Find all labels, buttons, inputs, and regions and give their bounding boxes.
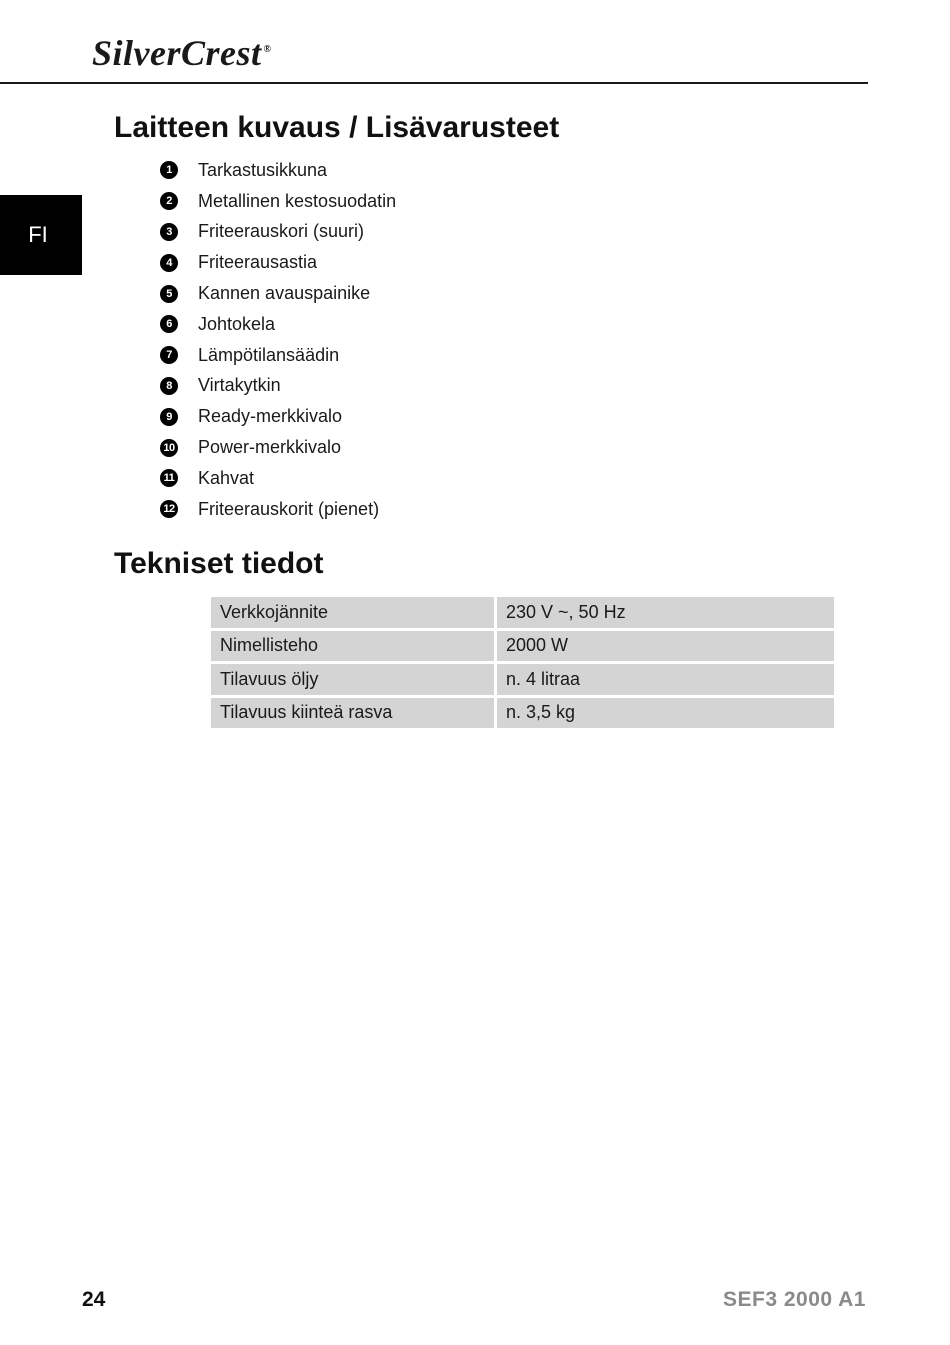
spec-label: Nimellisteho xyxy=(211,631,497,662)
item-label: Tarkastusikkuna xyxy=(198,159,328,180)
item-number-badge: 3 xyxy=(160,223,178,241)
table-row xyxy=(211,664,834,695)
item-number-badge: 10 xyxy=(160,439,178,457)
parts-section-title: Laitteen kuvaus / Lisävarusteet xyxy=(114,111,560,144)
tech-section-title: Tekniset tiedot xyxy=(114,547,324,580)
table-row xyxy=(211,631,834,662)
list-item xyxy=(160,494,396,525)
item-label: Ready-merkkivalo xyxy=(198,406,343,427)
list-item xyxy=(160,278,396,309)
item-number-badge: 1 xyxy=(160,161,178,179)
item-label: Kannen avauspainike xyxy=(198,283,371,304)
item-label: Virtakytkin xyxy=(198,375,281,396)
list-item xyxy=(160,401,396,432)
item-number-badge: 7 xyxy=(160,346,178,364)
item-number-badge: 9 xyxy=(160,408,178,426)
brand-logo xyxy=(92,32,272,74)
specs-table xyxy=(211,594,834,731)
list-item xyxy=(160,186,396,217)
table-row xyxy=(211,597,834,628)
item-label: Lämpötilansäädin xyxy=(198,344,340,365)
item-label: Power-merkkivalo xyxy=(198,437,342,458)
list-item xyxy=(160,371,396,402)
parts-list xyxy=(160,155,396,525)
item-number-badge: 8 xyxy=(160,377,178,395)
item-number-badge: 11 xyxy=(160,469,178,487)
spec-value: 2000 W xyxy=(497,631,834,662)
item-label: Friteerauskori (suuri) xyxy=(198,221,365,242)
language-tab: FI xyxy=(0,195,82,275)
spec-value: 230 V ~, 50 Hz xyxy=(497,597,834,628)
list-item xyxy=(160,340,396,371)
list-item xyxy=(160,247,396,278)
item-number-badge: 12 xyxy=(160,500,178,518)
spec-value: n. 4 litraa xyxy=(497,664,834,695)
item-label: Johtokela xyxy=(198,313,276,334)
list-item xyxy=(160,155,396,186)
item-label: Metallinen kestosuodatin xyxy=(198,190,397,211)
header-divider xyxy=(0,82,868,84)
list-item xyxy=(160,432,396,463)
list-item xyxy=(160,463,396,494)
item-label: Kahvat xyxy=(198,467,255,488)
item-number-badge: 5 xyxy=(160,285,178,303)
list-item xyxy=(160,309,396,340)
item-label: Friteerausastia xyxy=(198,252,318,273)
list-item xyxy=(160,217,396,248)
item-number-badge: 6 xyxy=(160,315,178,333)
spec-label: Tilavuus kiinteä rasva xyxy=(211,698,497,729)
item-label: Friteerauskorit (pienet) xyxy=(198,498,380,519)
page-number: 24 xyxy=(82,1288,106,1311)
table-row xyxy=(211,698,834,729)
registered-mark: ® xyxy=(263,44,272,55)
brand-name: SilverCrest xyxy=(92,33,262,73)
item-number-badge: 4 xyxy=(160,254,178,272)
item-number-badge: 2 xyxy=(160,192,178,210)
spec-value: n. 3,5 kg xyxy=(497,698,834,729)
model-code: SEF3 2000 A1 xyxy=(723,1288,866,1311)
spec-label: Verkkojännite xyxy=(211,597,497,628)
spec-label: Tilavuus öljy xyxy=(211,664,497,695)
